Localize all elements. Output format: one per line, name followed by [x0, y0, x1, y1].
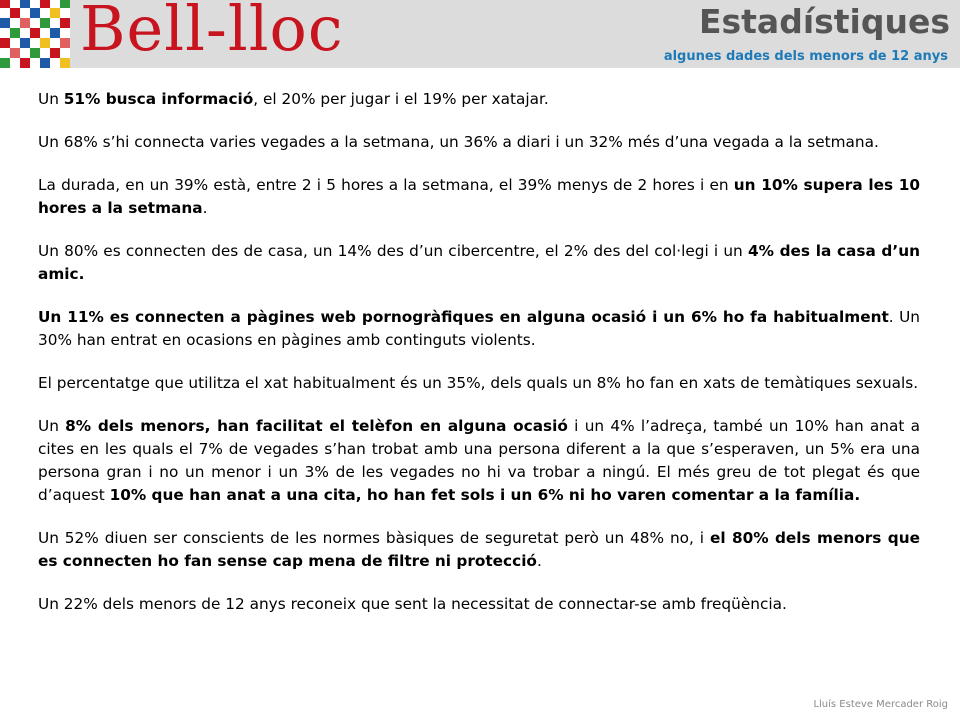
logo-tile: [60, 48, 70, 58]
paragraph: [38, 240, 920, 286]
logo-tile: [60, 28, 70, 38]
logo-tile: [30, 58, 40, 68]
paragraph: [38, 372, 920, 395]
bold-text-run: 51% busca informació: [63, 90, 254, 108]
logo-tile: [0, 0, 10, 8]
page-title: Estadístiques: [698, 2, 950, 41]
logo-tile: [60, 8, 70, 18]
logo-tile: [60, 38, 70, 48]
logo-tile: [20, 18, 30, 28]
logo-tile: [50, 0, 60, 8]
logo-tile: [50, 18, 60, 28]
logo-tile: [40, 58, 50, 68]
author-credit: Lluís Esteve Mercader Roig: [813, 699, 948, 710]
logo-tile: [50, 8, 60, 18]
statistics-text-body: [38, 88, 920, 636]
text-run: El percentatge que utilitza el xat habitualment és un 35%, dels quals un 8% ho fan en xats de temàtiques sexuals.: [38, 374, 919, 392]
paragraph: [38, 306, 920, 352]
text-run: Un 80% es connecten des de casa, un 14% des d’un cibercentre, el 2% des del col·legi i un: [38, 242, 748, 260]
logo-tile: [0, 58, 10, 68]
logo-tile: [0, 28, 10, 38]
logo-tile: [60, 18, 70, 28]
logo-tile: [40, 48, 50, 58]
header-banner: [0, 0, 960, 68]
text-run: .: [202, 199, 208, 217]
logo-tile: [60, 58, 70, 68]
logo-tile: [40, 28, 50, 38]
text-run: . Un 30% han entrat en ocasions en pàgines amb continguts violents.: [38, 308, 920, 349]
paragraph: [38, 174, 920, 220]
logo-tile: [30, 38, 40, 48]
text-run: La durada, en un 39% està, entre 2 i 5 hores a la setmana, el 39% menys de 2 hores i en: [38, 176, 734, 194]
bold-text-run: 10% que han anat a una cita, ho han fet sols i un 6% ni ho varen comentar a la família.: [109, 486, 861, 504]
text-run: Un 68% s’hi connecta varies vegades a la setmana, un 36% a diari i un 32% més d’una vegada a la setmana.: [38, 133, 879, 151]
logo-tile: [0, 18, 10, 28]
logo-tile: [20, 58, 30, 68]
logo-tile: [40, 8, 50, 18]
logo-tile: [30, 18, 40, 28]
paragraph: [38, 593, 920, 616]
logo-tile: [0, 8, 10, 18]
logo-tile: [60, 0, 70, 8]
text-run: Un: [38, 417, 66, 435]
logo-tile: [30, 28, 40, 38]
paragraph: [38, 527, 920, 573]
bold-text-run: el 80% dels menors que es connecten ho fan sense cap mena de filtre ni protecció: [38, 529, 920, 570]
logo-tile: [20, 38, 30, 48]
logo-tile: [40, 0, 50, 8]
bold-text-run: 8% dels menors, han facilitat el telèfon en alguna ocasió: [65, 417, 568, 435]
text-run: Un 52% diuen ser conscients de les normes bàsiques de seguretat però un 48% no, i: [38, 529, 710, 547]
paragraph: [38, 415, 920, 507]
text-run: Un: [38, 90, 64, 108]
bold-text-run: un 10% supera les 10 hores a la setmana: [38, 176, 920, 217]
logo-tile: [20, 28, 30, 38]
logo-tile: [30, 48, 40, 58]
paragraph: [38, 88, 920, 111]
logo-tile: [40, 38, 50, 48]
bold-text-run: 4% des la casa d’un amic.: [38, 242, 920, 283]
logo-tile: [50, 38, 60, 48]
bold-text-run: Un 11% es connecten a pàgines web pornogràfiques en alguna ocasió i un 6% ho fa habitualment: [38, 308, 889, 326]
logo-tile: [50, 58, 60, 68]
text-run: .: [536, 552, 542, 570]
text-run: , el 20% per jugar i el 19% per xatajar.: [253, 90, 549, 108]
logo-tile: [0, 48, 10, 58]
paragraph: [38, 131, 920, 154]
logo-tile: [30, 8, 40, 18]
school-name: Bell-lloc: [80, 0, 344, 65]
logo-tile: [10, 38, 20, 48]
logo-tile: [10, 18, 20, 28]
logo-tile: [20, 8, 30, 18]
logo-tile: [20, 48, 30, 58]
school-logo-mosaic: [0, 0, 70, 68]
logo-tile: [50, 28, 60, 38]
logo-tile: [20, 0, 30, 8]
logo-tile: [10, 0, 20, 8]
text-run: Un 22% dels menors de 12 anys reconeix que sent la necessitat de connectar-se amb freqüència.: [38, 595, 787, 613]
text-run: i un 4% l’adreça, també un 10% han anat a cites en les quals el 7% de vegades s’han trobat amb una persona diferent a la que s’esperaven, un 5% era una persona gran i no un menor i un 3% de les vegades no hi va trobar a ningú. El més greu de tot plegat és que d’aquest: [38, 417, 920, 504]
logo-tile: [0, 38, 10, 48]
logo-tile: [40, 18, 50, 28]
logo-tile: [50, 48, 60, 58]
logo-tile: [10, 8, 20, 18]
logo-tile: [30, 0, 40, 8]
logo-tile: [10, 28, 20, 38]
page-subtitle: algunes dades dels menors de 12 anys: [663, 49, 948, 64]
logo-tile: [10, 58, 20, 68]
logo-tile: [10, 48, 20, 58]
